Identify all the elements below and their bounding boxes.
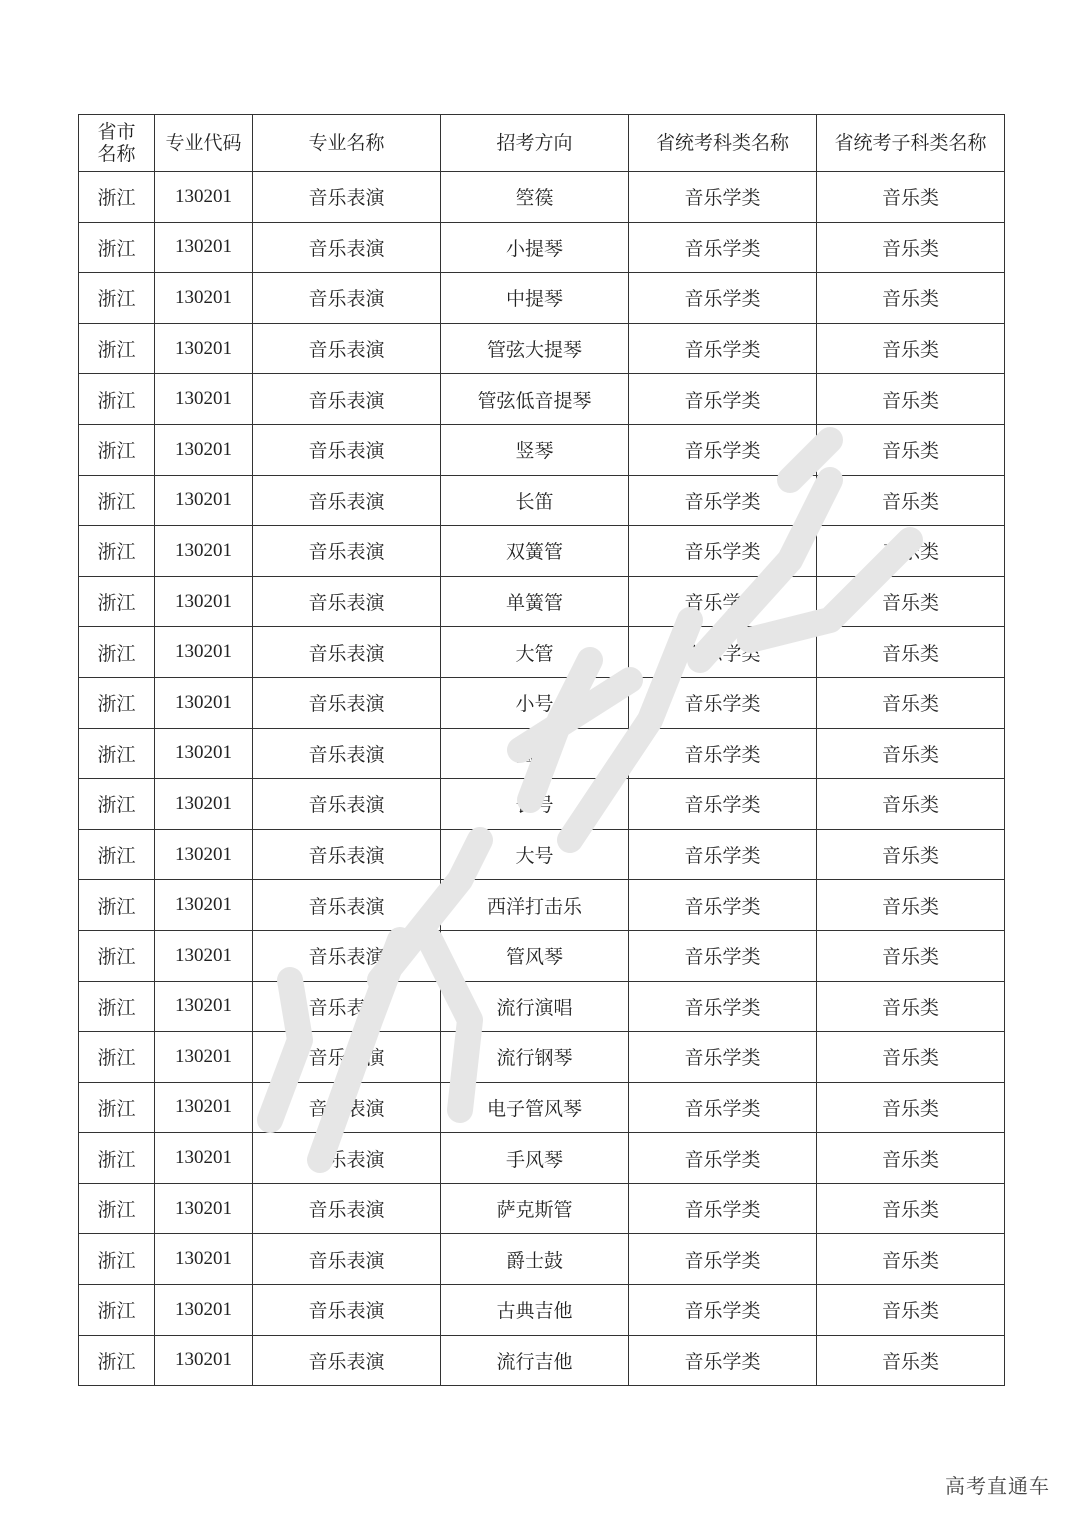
cell-province: 浙江 [79, 1032, 155, 1083]
cell-exam-category: 音乐学类 [629, 222, 817, 273]
cell-direction: 小号 [441, 677, 629, 728]
cell-direction: 萨克斯管 [441, 1183, 629, 1234]
cell-major-name: 音乐表演 [253, 172, 441, 223]
cell-direction: 大号 [441, 829, 629, 880]
cell-major-name: 音乐表演 [253, 1133, 441, 1184]
cell-major-code: 130201 [155, 424, 253, 475]
cell-major-code: 130201 [155, 930, 253, 981]
table-row [79, 677, 1005, 728]
table-row [79, 1183, 1005, 1234]
cell-major-name: 音乐表演 [253, 627, 441, 678]
cell-major-code: 130201 [155, 779, 253, 830]
table-header-row [79, 115, 1005, 172]
cell-exam-subcategory: 音乐类 [817, 880, 1005, 931]
cell-major-code: 130201 [155, 222, 253, 273]
cell-major-code: 130201 [155, 374, 253, 425]
cell-exam-category: 音乐学类 [629, 779, 817, 830]
cell-major-code: 130201 [155, 1234, 253, 1285]
cell-direction: 长笛 [441, 475, 629, 526]
cell-province: 浙江 [79, 1133, 155, 1184]
cell-province: 浙江 [79, 323, 155, 374]
cell-exam-category: 音乐学类 [629, 1133, 817, 1184]
header-major-name: 专业名称 [253, 115, 441, 172]
table-row [79, 829, 1005, 880]
footer-source: 高考直通车 [945, 1474, 1050, 1498]
cell-major-name: 音乐表演 [253, 981, 441, 1032]
table-row [79, 273, 1005, 324]
cell-exam-category: 音乐学类 [629, 880, 817, 931]
cell-province: 浙江 [79, 1082, 155, 1133]
cell-exam-category: 音乐学类 [629, 981, 817, 1032]
cell-exam-category: 音乐学类 [629, 475, 817, 526]
cell-direction: 流行钢琴 [441, 1032, 629, 1083]
header-direction: 招考方向 [441, 115, 629, 172]
table-row [79, 627, 1005, 678]
cell-major-name: 音乐表演 [253, 1183, 441, 1234]
cell-direction: 双簧管 [441, 526, 629, 577]
cell-province: 浙江 [79, 1285, 155, 1336]
cell-direction: 手风琴 [441, 1133, 629, 1184]
cell-major-code: 130201 [155, 576, 253, 627]
cell-direction: 小提琴 [441, 222, 629, 273]
cell-exam-subcategory: 音乐类 [817, 779, 1005, 830]
table-row [79, 526, 1005, 577]
cell-major-name: 音乐表演 [253, 576, 441, 627]
cell-major-name: 音乐表演 [253, 526, 441, 577]
table-row [79, 728, 1005, 779]
cell-province: 浙江 [79, 677, 155, 728]
header-major-code: 专业代码 [155, 115, 253, 172]
table-row [79, 475, 1005, 526]
cell-exam-subcategory: 音乐类 [817, 1285, 1005, 1336]
header-exam-subcategory: 省统考子科类名称 [817, 115, 1005, 172]
cell-direction: 流行演唱 [441, 981, 629, 1032]
cell-exam-subcategory: 音乐类 [817, 526, 1005, 577]
cell-major-name: 音乐表演 [253, 475, 441, 526]
cell-exam-category: 音乐学类 [629, 1285, 817, 1336]
table-row [79, 323, 1005, 374]
cell-province: 浙江 [79, 222, 155, 273]
cell-exam-subcategory: 音乐类 [817, 222, 1005, 273]
cell-exam-category: 音乐学类 [629, 1234, 817, 1285]
cell-major-code: 130201 [155, 475, 253, 526]
cell-exam-category: 音乐学类 [629, 1183, 817, 1234]
cell-exam-category: 音乐学类 [629, 1032, 817, 1083]
cell-major-code: 130201 [155, 172, 253, 223]
cell-direction: 圆号 [441, 728, 629, 779]
cell-exam-subcategory: 音乐类 [817, 829, 1005, 880]
cell-province: 浙江 [79, 880, 155, 931]
cell-major-code: 130201 [155, 323, 253, 374]
cell-major-name: 音乐表演 [253, 677, 441, 728]
cell-major-name: 音乐表演 [253, 424, 441, 475]
cell-exam-category: 音乐学类 [629, 1335, 817, 1386]
cell-direction: 长号 [441, 779, 629, 830]
cell-exam-category: 音乐学类 [629, 677, 817, 728]
cell-major-code: 130201 [155, 627, 253, 678]
cell-exam-subcategory: 音乐类 [817, 1133, 1005, 1184]
cell-province: 浙江 [79, 1335, 155, 1386]
cell-major-name: 音乐表演 [253, 374, 441, 425]
cell-direction: 流行吉他 [441, 1335, 629, 1386]
table-row [79, 1234, 1005, 1285]
cell-province: 浙江 [79, 374, 155, 425]
cell-major-name: 音乐表演 [253, 829, 441, 880]
cell-exam-subcategory: 音乐类 [817, 930, 1005, 981]
cell-province: 浙江 [79, 1183, 155, 1234]
cell-major-code: 130201 [155, 1285, 253, 1336]
cell-exam-category: 音乐学类 [629, 526, 817, 577]
table-row [79, 930, 1005, 981]
cell-major-code: 130201 [155, 1082, 253, 1133]
cell-province: 浙江 [79, 829, 155, 880]
cell-exam-category: 音乐学类 [629, 627, 817, 678]
cell-major-code: 130201 [155, 1183, 253, 1234]
cell-direction: 大管 [441, 627, 629, 678]
table-row [79, 1082, 1005, 1133]
cell-province: 浙江 [79, 526, 155, 577]
cell-exam-category: 音乐学类 [629, 829, 817, 880]
cell-province: 浙江 [79, 424, 155, 475]
cell-major-name: 音乐表演 [253, 930, 441, 981]
cell-province: 浙江 [79, 728, 155, 779]
cell-exam-category: 音乐学类 [629, 323, 817, 374]
cell-direction: 管弦低音提琴 [441, 374, 629, 425]
cell-exam-category: 音乐学类 [629, 424, 817, 475]
cell-major-code: 130201 [155, 981, 253, 1032]
table-row [79, 576, 1005, 627]
cell-exam-category: 音乐学类 [629, 1082, 817, 1133]
cell-exam-subcategory: 音乐类 [817, 1234, 1005, 1285]
cell-direction: 古典吉他 [441, 1285, 629, 1336]
table-row [79, 374, 1005, 425]
cell-direction: 单簧管 [441, 576, 629, 627]
header-province-line2: 名称 [97, 143, 136, 165]
table-row [79, 172, 1005, 223]
table-row [79, 1032, 1005, 1083]
cell-major-code: 130201 [155, 677, 253, 728]
cell-province: 浙江 [79, 273, 155, 324]
table-row [79, 880, 1005, 931]
cell-exam-subcategory: 音乐类 [817, 728, 1005, 779]
cell-major-code: 130201 [155, 728, 253, 779]
cell-major-name: 音乐表演 [253, 1335, 441, 1386]
cell-major-code: 130201 [155, 273, 253, 324]
table-row [79, 981, 1005, 1032]
cell-exam-category: 音乐学类 [629, 273, 817, 324]
cell-direction: 管弦大提琴 [441, 323, 629, 374]
cell-major-code: 130201 [155, 829, 253, 880]
cell-exam-subcategory: 音乐类 [817, 981, 1005, 1032]
cell-exam-category: 音乐学类 [629, 930, 817, 981]
cell-major-code: 130201 [155, 1335, 253, 1386]
cell-exam-category: 音乐学类 [629, 172, 817, 223]
cell-exam-subcategory: 音乐类 [817, 576, 1005, 627]
cell-exam-subcategory: 音乐类 [817, 1335, 1005, 1386]
cell-exam-subcategory: 音乐类 [817, 1032, 1005, 1083]
cell-exam-subcategory: 音乐类 [817, 1082, 1005, 1133]
cell-major-code: 130201 [155, 1133, 253, 1184]
cell-province: 浙江 [79, 172, 155, 223]
cell-province: 浙江 [79, 779, 155, 830]
cell-exam-category: 音乐学类 [629, 728, 817, 779]
table-row [79, 779, 1005, 830]
table-row [79, 424, 1005, 475]
header-province [79, 115, 155, 172]
cell-direction: 箜篌 [441, 172, 629, 223]
table-row [79, 1133, 1005, 1184]
header-province-line1: 省市 [97, 121, 136, 143]
cell-direction: 西洋打击乐 [441, 880, 629, 931]
cell-major-code: 130201 [155, 1032, 253, 1083]
cell-exam-category: 音乐学类 [629, 576, 817, 627]
cell-direction: 中提琴 [441, 273, 629, 324]
cell-exam-subcategory: 音乐类 [817, 424, 1005, 475]
cell-major-name: 音乐表演 [253, 880, 441, 931]
header-exam-category: 省统考科类名称 [629, 115, 817, 172]
cell-province: 浙江 [79, 576, 155, 627]
cell-exam-subcategory: 音乐类 [817, 273, 1005, 324]
cell-province: 浙江 [79, 981, 155, 1032]
cell-exam-subcategory: 音乐类 [817, 374, 1005, 425]
cell-major-name: 音乐表演 [253, 1285, 441, 1336]
cell-province: 浙江 [79, 475, 155, 526]
cell-exam-subcategory: 音乐类 [817, 323, 1005, 374]
cell-major-name: 音乐表演 [253, 728, 441, 779]
cell-major-name: 音乐表演 [253, 273, 441, 324]
cell-major-name: 音乐表演 [253, 1032, 441, 1083]
cell-direction: 爵士鼓 [441, 1234, 629, 1285]
cell-province: 浙江 [79, 930, 155, 981]
cell-exam-subcategory: 音乐类 [817, 1183, 1005, 1234]
cell-direction: 电子管风琴 [441, 1082, 629, 1133]
admission-table [78, 114, 1005, 1386]
cell-exam-category: 音乐学类 [629, 374, 817, 425]
cell-major-name: 音乐表演 [253, 1234, 441, 1285]
cell-province: 浙江 [79, 627, 155, 678]
cell-major-name: 音乐表演 [253, 323, 441, 374]
cell-major-code: 130201 [155, 880, 253, 931]
cell-province: 浙江 [79, 1234, 155, 1285]
cell-major-name: 音乐表演 [253, 222, 441, 273]
table-row [79, 222, 1005, 273]
table-body [79, 172, 1005, 1386]
cell-direction: 管风琴 [441, 930, 629, 981]
table-row [79, 1285, 1005, 1336]
cell-exam-subcategory: 音乐类 [817, 172, 1005, 223]
cell-exam-subcategory: 音乐类 [817, 475, 1005, 526]
cell-major-name: 音乐表演 [253, 1082, 441, 1133]
cell-major-code: 130201 [155, 526, 253, 577]
table-row [79, 1335, 1005, 1386]
admission-table-container [78, 114, 1004, 1386]
cell-direction: 竖琴 [441, 424, 629, 475]
cell-exam-subcategory: 音乐类 [817, 677, 1005, 728]
cell-major-name: 音乐表演 [253, 779, 441, 830]
cell-exam-subcategory: 音乐类 [817, 627, 1005, 678]
